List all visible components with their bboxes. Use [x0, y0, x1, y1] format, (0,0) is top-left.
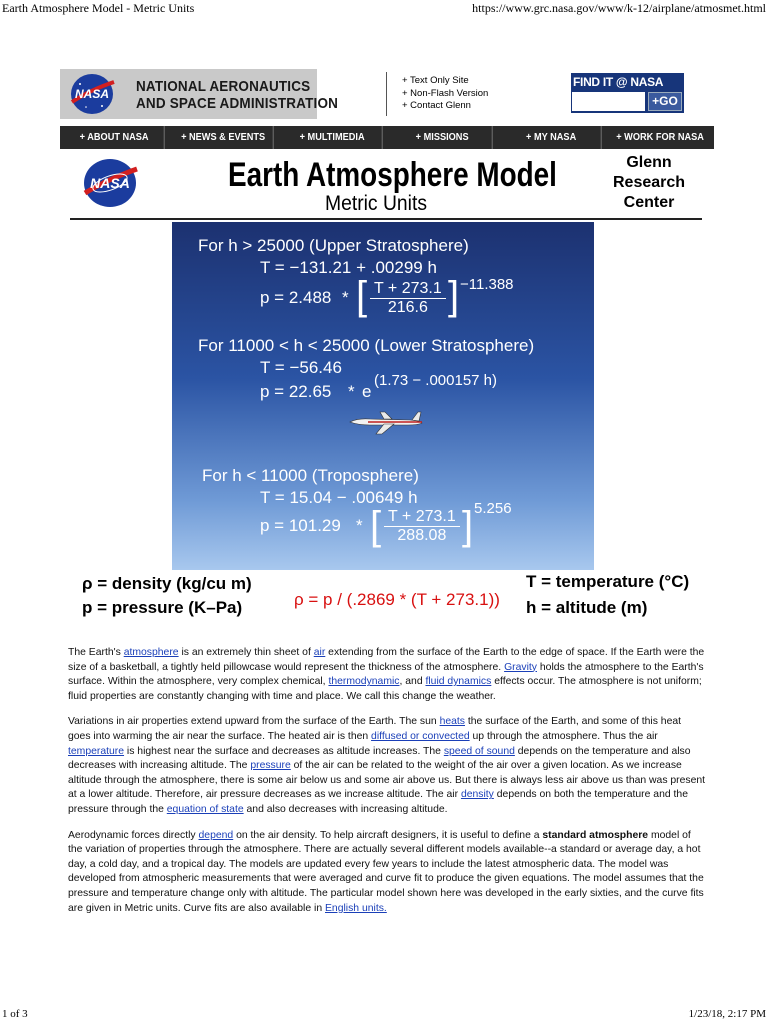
find-it-label: FIND IT @ NASA [573, 75, 664, 89]
inline-link-heats[interactable]: heats [439, 716, 465, 728]
upper-bracket-left: [ [356, 274, 368, 318]
search-input[interactable] [571, 91, 646, 112]
tropo-heading: For h < 11000 (Troposphere) [202, 466, 419, 485]
non-flash-link[interactable]: + Non-Flash Version [402, 87, 489, 99]
atmosphere-model-figure [70, 150, 702, 636]
inline-link-depend[interactable]: depend [198, 829, 234, 841]
equations-panel [172, 222, 594, 570]
legend-altitude: h = altitude (m) [526, 598, 648, 617]
article-body [68, 646, 706, 927]
agency-name: NATIONAL AERONAUTICS AND SPACE ADMINISTRATION [136, 78, 339, 112]
inline-link-pressure[interactable]: pressure [250, 760, 291, 772]
density-equation: ρ = p / (.2869 * (T + 273.1)) [294, 590, 500, 609]
bold-term: standard atmosphere [542, 829, 649, 841]
nasa-logo-icon [80, 157, 140, 209]
lower-exponent: (1.73 − .000157 h) [374, 372, 498, 389]
nav-work-for-nasa[interactable]: + WORK FOR NASA [616, 132, 704, 143]
nasa-logo-icon [66, 72, 118, 116]
tropo-fraction: $\frac{T + 273.1}{288.08}$ [384, 508, 460, 545]
tropo-temperature-eq: T = 15.04 − .00649 h [260, 488, 418, 507]
print-header [0, 0, 768, 18]
nav-my-nasa[interactable]: + MY NASA [501, 126, 601, 149]
upper-temperature-eq: T = −131.21 + .00299 h [260, 258, 437, 277]
nav-about-nasa[interactable]: + ABOUT NASA [64, 126, 164, 149]
upper-heading: For h > 25000 (Upper Stratosphere) [198, 236, 469, 255]
tropo-pressure-prefix: p = 101.29 [260, 516, 341, 535]
upper-pressure-prefix: p = 2.488 [260, 288, 332, 307]
inline-link-speed-of-sound[interactable]: speed of sound [443, 745, 515, 757]
glenn-research-center-label: Glenn Research Center [613, 154, 686, 211]
find-it-search [571, 73, 684, 113]
nav-missions[interactable]: + MISSIONS [392, 126, 492, 149]
go-button[interactable]: +GO [648, 92, 682, 111]
page-number: 1 of 3 [2, 1008, 28, 1020]
inline-link-diffused-or-convected[interactable]: diffused or convected [371, 730, 470, 742]
inline-link-density[interactable]: density [460, 789, 494, 801]
print-datetime: 1/23/18, 2:17 PM [688, 1008, 766, 1020]
legend-temperature: T = temperature (°C) [526, 572, 690, 591]
print-title: Earth Atmosphere Model - Metric Units [2, 1, 195, 15]
nav-news-events[interactable]: + NEWS & EVENTS [174, 126, 274, 149]
svg-text:NASA: NASA [90, 175, 130, 191]
nasa-brand-banner[interactable] [60, 69, 339, 119]
upper-times: * [342, 288, 349, 307]
tropo-bracket-left: [ [370, 504, 382, 548]
contact-glenn-link[interactable]: + Contact Glenn [402, 100, 471, 111]
paragraph-1: The Earth's atmosphere is an extremely thin sheet of air extending from the surface of the Earth to the edge of space. If the Earth were the size of a basketball, a tightly held pillowcase would represent the thickness of the atmosphere. Gravity holds the atmosphere to the Earth's surface. Within the atmosphere, very complex chemical, thermodynamic, and fluid dynamics effects occur. The atmosphere is not uniform; fluid properties are constantly changing with time and place. We call this change the weather. [68, 647, 705, 702]
legend-density: ρ = density (kg/cu m) [82, 574, 252, 593]
figure-title: Earth Atmosphere Model [228, 156, 557, 194]
quick-links [402, 75, 488, 113]
inline-link-atmosphere[interactable]: atmosphere [123, 647, 179, 658]
figure-subtitle: Metric Units [325, 192, 427, 215]
main-nav [60, 126, 714, 149]
print-footer [0, 1006, 768, 1024]
upper-fraction: $\frac{T + 273.1}{216.6}$ [370, 280, 446, 317]
text-only-link[interactable]: + Text Only Site [402, 75, 469, 86]
lower-temperature-eq: T = −56.46 [260, 358, 342, 377]
figure-header-rule [70, 218, 702, 220]
lower-e: e [362, 382, 372, 401]
inline-link-gravity[interactable]: Gravity [504, 661, 537, 673]
lower-heading: For 11000 < h < 25000 (Lower Stratosphere) [198, 336, 535, 355]
inline-link-temperature[interactable]: temperature [68, 745, 125, 757]
svg-text:NASA: NASA [74, 87, 110, 101]
lower-pressure-prefix: p = 22.65 [260, 382, 332, 401]
inline-link-thermodynamic[interactable]: thermodynamic [328, 676, 400, 688]
paragraph-2: Variations in air properties extend upward from the surface of the Earth. The sun heats the surface of the Earth, and some of this heat goes into warming the air near the surface. The heated air is then diffused or convected up through the atmosphere. Thus the air temperature is highest near the surface and decreases as altitude increases. The speed of sound depends on the temperature and also decreases with increasing altitude. The pressure of the air can be related to the weight of the air over a given location. As we increase altitude through the atmosphere, there is some air below us and some air above us. But there is always less air above us than was present at a lower altitude. Therefore, air pressure decreases as we increase altitude. The air density depends on both the temperature and the pressure through the equation of state and also decreases with increasing altitude. [68, 716, 706, 815]
inline-link-english-units[interactable]: English units. [325, 902, 387, 914]
tropo-bracket-right: ] [462, 504, 474, 548]
print-url: https://www.grc.nasa.gov/www/k-12/airplane/atmosmet.html [472, 1, 766, 15]
tropo-times: * [356, 516, 363, 535]
inline-link-fluid-dynamics[interactable]: fluid dynamics [425, 676, 492, 688]
nav-multimedia[interactable]: + MULTIMEDIA [283, 126, 383, 149]
header-divider [386, 72, 387, 116]
upper-exponent: −11.388 [460, 276, 514, 293]
upper-bracket-right: ] [448, 274, 460, 318]
inline-link-equation-of-state[interactable]: equation of state [166, 803, 244, 815]
lower-times: * [348, 382, 355, 401]
tropo-exponent: 5.256 [474, 500, 512, 517]
airplane-icon [348, 409, 424, 435]
inline-link-air[interactable]: air [313, 647, 326, 658]
legend-pressure: p = pressure (K–Pa) [82, 598, 243, 617]
paragraph-3: Aerodynamic forces directly depend on the air density. To help aircraft designers, it is useful to define a standard atmosphere model of the variation of properties through the atmosphere. There are actually several different models available--a standard or average day, a hot day, a cold day, and a tropical day. The models are updated every few years to include the latest atmospheric data. The model was developed from atmospheric measurements that were averaged and curve fit to produce the given equations. The model assumes that the pressure and temperature change only with altitude. The particular model shown here was developed in the early sixties, and the curve fits are given in Metric units. Curve fits are also available in English units. [68, 829, 704, 914]
